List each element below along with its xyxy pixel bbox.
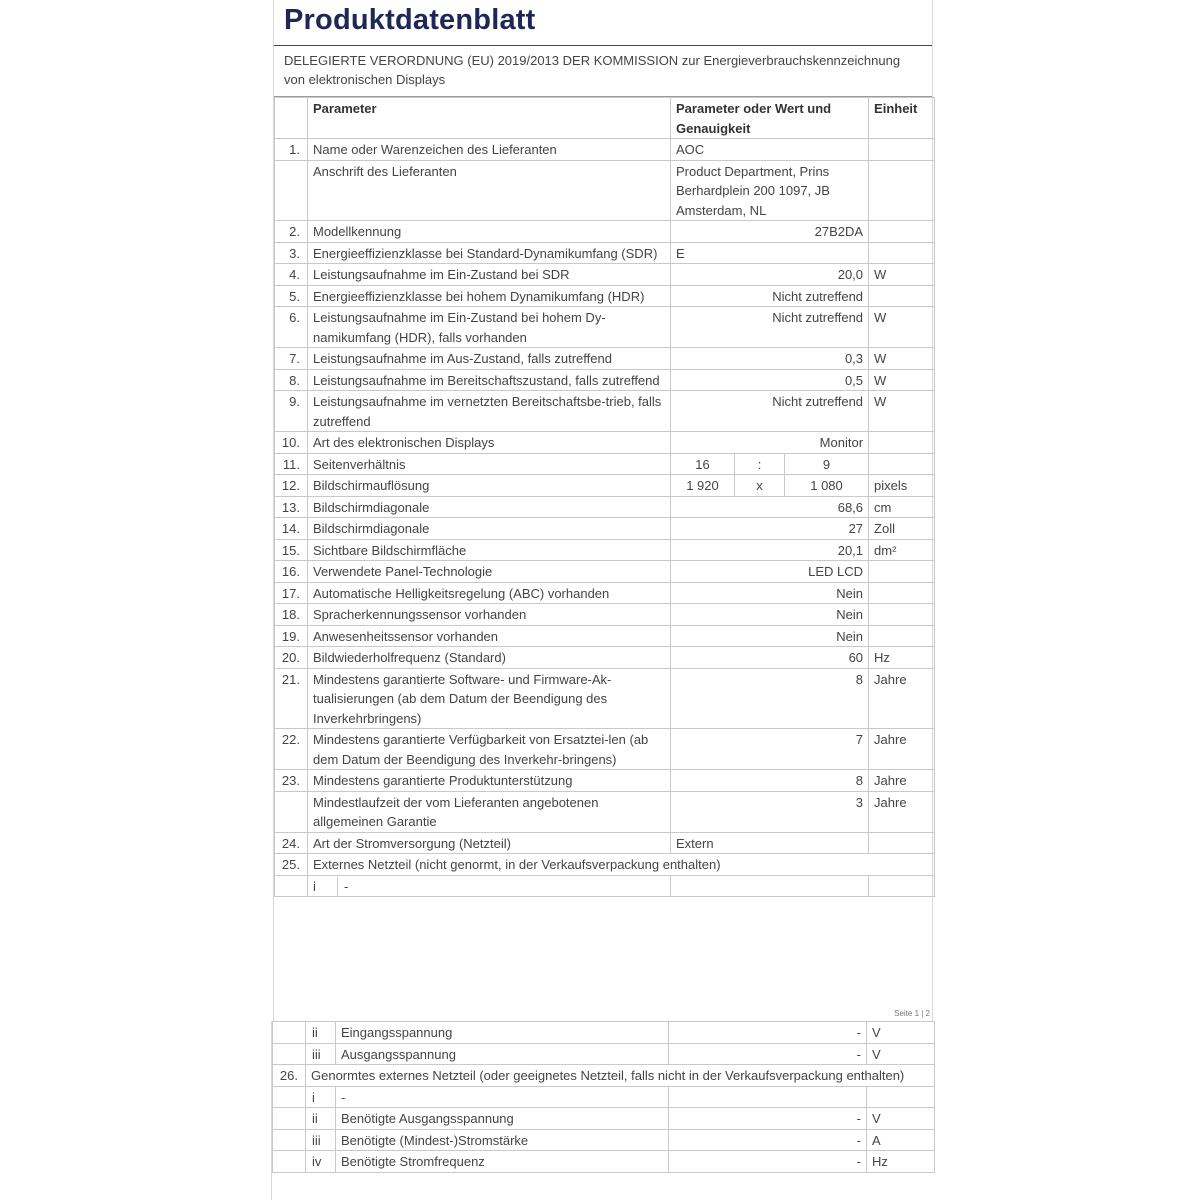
table-row bbox=[275, 242, 935, 264]
row-unit bbox=[869, 561, 935, 583]
row-parameter: Automatische Helligkeitsregelung (ABC) vorhanden bbox=[308, 582, 671, 604]
subrow-roman: ii bbox=[306, 1022, 336, 1044]
row-value: 7 bbox=[671, 729, 869, 770]
row-number: 9. bbox=[275, 391, 308, 432]
row-parameter: Art der Stromversorgung (Netzteil) bbox=[308, 832, 671, 854]
row-unit: dm² bbox=[869, 539, 935, 561]
row-value: 27B2DA bbox=[671, 221, 869, 243]
subrow-cell bbox=[308, 875, 671, 897]
row-parameter: Mindestens garantierte Verfügbarkeit von Ersatztei-len (ab dem Datum der Beendigung des Inverkehr-bringens) bbox=[308, 729, 671, 770]
row-unit: W bbox=[869, 264, 935, 286]
subrow-value: - bbox=[669, 1108, 867, 1130]
row-parameter: Art des elektronischen Displays bbox=[308, 432, 671, 454]
table-subrow bbox=[273, 1043, 935, 1065]
table-row bbox=[275, 625, 935, 647]
table-row bbox=[275, 369, 935, 391]
row-parameter: Energieeffizienzklasse bei Standard-Dynamikumfang (SDR) bbox=[308, 242, 671, 264]
table-row bbox=[275, 770, 935, 792]
page-title: Produktdatenblatt bbox=[284, 4, 536, 36]
regulation-subtitle: DELEGIERTE VERORDNUNG (EU) 2019/2013 DER KOMMISSION zur Energieverbrauchskennzeichnung von elektronischen Displays bbox=[284, 53, 901, 87]
table-row bbox=[275, 791, 935, 832]
row-unit bbox=[869, 242, 935, 264]
title-divider bbox=[274, 45, 932, 46]
subrow-parameter: - bbox=[336, 1086, 669, 1108]
row-unit bbox=[869, 453, 935, 475]
table-row bbox=[275, 582, 935, 604]
subrow-parameter: - bbox=[344, 878, 349, 894]
row-number: 3. bbox=[275, 242, 308, 264]
row-unit bbox=[869, 582, 935, 604]
row-parameter: Bildschirmauflösung bbox=[308, 475, 671, 497]
row-number: 23. bbox=[275, 770, 308, 792]
row-number: 16. bbox=[275, 561, 308, 583]
table-subrow bbox=[273, 1086, 935, 1108]
table-header-row bbox=[275, 98, 935, 139]
row-value: 0,5 bbox=[671, 369, 869, 391]
table-subrow bbox=[275, 875, 935, 897]
row-number: 25. bbox=[275, 854, 308, 876]
row-unit bbox=[869, 432, 935, 454]
row-unit: Jahre bbox=[869, 729, 935, 770]
row-number bbox=[273, 1043, 306, 1065]
subrow-unit: V bbox=[867, 1108, 935, 1130]
subrow-roman: i bbox=[313, 877, 338, 897]
table-row bbox=[275, 518, 935, 540]
row-unit: W bbox=[869, 307, 935, 348]
row-value: Extern bbox=[671, 832, 869, 854]
row-parameter: Name oder Warenzeichen des Lieferanten bbox=[308, 139, 671, 161]
subrow-parameter: Benötigte Ausgangsspannung bbox=[336, 1108, 669, 1130]
row-number: 7. bbox=[275, 348, 308, 370]
row-parameter: Anwesenheitssensor vorhanden bbox=[308, 625, 671, 647]
table-subrow bbox=[273, 1022, 935, 1044]
row-number: 18. bbox=[275, 604, 308, 626]
row-unit: W bbox=[869, 391, 935, 432]
table-row bbox=[275, 475, 935, 497]
row-number bbox=[273, 1129, 306, 1151]
table-row bbox=[275, 432, 935, 454]
subrow-value bbox=[669, 1086, 867, 1108]
table-row bbox=[275, 604, 935, 626]
section-title: Externes Netzteil (nicht genormt, in der Verkaufsverpackung enthalten) bbox=[308, 854, 935, 876]
row-number: 4. bbox=[275, 264, 308, 286]
row-unit: Hz bbox=[869, 647, 935, 669]
table-row bbox=[275, 539, 935, 561]
row-unit: Jahre bbox=[869, 668, 935, 729]
row-unit bbox=[869, 221, 935, 243]
table-row bbox=[275, 453, 935, 475]
table-row-section bbox=[273, 1065, 935, 1087]
row-value: 0,3 bbox=[671, 348, 869, 370]
row-number: 22. bbox=[275, 729, 308, 770]
table-row bbox=[275, 221, 935, 243]
row-number bbox=[275, 875, 308, 897]
row-number: 24. bbox=[275, 832, 308, 854]
header-parameter: Parameter bbox=[308, 98, 671, 139]
subrow-parameter: Eingangsspannung bbox=[336, 1022, 669, 1044]
row-value: Nicht zutreffend bbox=[671, 307, 869, 348]
subrow-roman: ii bbox=[306, 1108, 336, 1130]
table-subrow bbox=[273, 1108, 935, 1130]
subrow-roman: iv bbox=[306, 1151, 336, 1173]
row-value: 3 bbox=[671, 791, 869, 832]
row-value: 68,6 bbox=[671, 496, 869, 518]
row-parameter: Mindestens garantierte Software- und Firmware-Ak-tualisierungen (ab dem Datum der Beendigung des Inverkehrbringens) bbox=[308, 668, 671, 729]
subrow-parameter: Benötigte (Mindest-)Stromstärke bbox=[336, 1129, 669, 1151]
table-row bbox=[275, 139, 935, 161]
row-parameter: Mindestlaufzeit der vom Lieferanten angebotenen allgemeinen Garantie bbox=[308, 791, 671, 832]
row-number bbox=[275, 160, 308, 221]
row-value-right: 9 bbox=[785, 453, 869, 475]
row-number: 19. bbox=[275, 625, 308, 647]
subrow-value: - bbox=[669, 1151, 867, 1173]
header-unit: Einheit bbox=[869, 98, 935, 139]
subrow-unit: V bbox=[867, 1043, 935, 1065]
row-number: 15. bbox=[275, 539, 308, 561]
datasheet-page-2 bbox=[271, 1021, 933, 1200]
row-value-separator: x bbox=[735, 475, 785, 497]
row-value: 8 bbox=[671, 668, 869, 729]
table-row bbox=[275, 832, 935, 854]
table-row bbox=[275, 668, 935, 729]
table-row bbox=[275, 285, 935, 307]
table-row bbox=[275, 264, 935, 286]
table-row bbox=[275, 160, 935, 221]
row-parameter: Energieeffizienzklasse bei hohem Dynamikumfang (HDR) bbox=[308, 285, 671, 307]
row-unit: W bbox=[869, 348, 935, 370]
row-parameter: Mindestens garantierte Produktunterstützung bbox=[308, 770, 671, 792]
subrow-unit bbox=[867, 1086, 935, 1108]
row-parameter: Leistungsaufnahme im Bereitschaftszustand, falls zutreffend bbox=[308, 369, 671, 391]
subrow-roman: i bbox=[306, 1086, 336, 1108]
row-parameter: Leistungsaufnahme im Aus-Zustand, falls zutreffend bbox=[308, 348, 671, 370]
row-value-left: 16 bbox=[671, 453, 735, 475]
row-number: 6. bbox=[275, 307, 308, 348]
row-parameter: Anschrift des Lieferanten bbox=[308, 160, 671, 221]
section-title: Genormtes externes Netzteil (oder geeignetes Netzteil, falls nicht in der Verkaufsverpackung enthalten) bbox=[306, 1065, 935, 1087]
table-row bbox=[275, 561, 935, 583]
subrow-parameter: Ausgangsspannung bbox=[336, 1043, 669, 1065]
row-value: 8 bbox=[671, 770, 869, 792]
subrow-unit: V bbox=[867, 1022, 935, 1044]
product-data-table bbox=[274, 97, 935, 897]
row-value: Nein bbox=[671, 582, 869, 604]
page-number: Seite 1 | 2 bbox=[894, 1009, 930, 1018]
row-parameter: Leistungsaufnahme im vernetzten Bereitschaftsbe-trieb, falls zutreffend bbox=[308, 391, 671, 432]
row-parameter: Bildschirmdiagonale bbox=[308, 518, 671, 540]
row-unit bbox=[869, 285, 935, 307]
table-row bbox=[275, 348, 935, 370]
row-value: Nein bbox=[671, 604, 869, 626]
product-data-table-body bbox=[275, 98, 935, 897]
power-supply-table bbox=[272, 1021, 935, 1173]
row-parameter: Spracherkennungssensor vorhanden bbox=[308, 604, 671, 626]
subrow-unit: Hz bbox=[867, 1151, 935, 1173]
row-value: Nein bbox=[671, 625, 869, 647]
table-subrow bbox=[273, 1129, 935, 1151]
subrow-value: - bbox=[669, 1129, 867, 1151]
row-number: 8. bbox=[275, 369, 308, 391]
row-number: 2. bbox=[275, 221, 308, 243]
row-value: Nicht zutreffend bbox=[671, 285, 869, 307]
subrow-unit bbox=[869, 875, 935, 897]
row-number: 5. bbox=[275, 285, 308, 307]
row-value-left: 1 920 bbox=[671, 475, 735, 497]
row-parameter: Leistungsaufnahme im Ein-Zustand bei SDR bbox=[308, 264, 671, 286]
subrow-value: - bbox=[669, 1022, 867, 1044]
header-value: Parameter oder Wert und Genauigkeit bbox=[671, 98, 869, 139]
row-number: 21. bbox=[275, 668, 308, 729]
table-row-section bbox=[275, 854, 935, 876]
row-unit bbox=[869, 160, 935, 221]
row-value: 27 bbox=[671, 518, 869, 540]
row-value-separator: : bbox=[735, 453, 785, 475]
row-number: 11. bbox=[275, 453, 308, 475]
subrow-parameter: Benötigte Stromfrequenz bbox=[336, 1151, 669, 1173]
row-number bbox=[275, 791, 308, 832]
row-value: Product Department, Prins Berhardplein 200 1097, JB Amsterdam, NL bbox=[671, 160, 869, 221]
row-number: 17. bbox=[275, 582, 308, 604]
row-number bbox=[273, 1022, 306, 1044]
subrow-unit: A bbox=[867, 1129, 935, 1151]
row-parameter: Bildwiederholfrequenz (Standard) bbox=[308, 647, 671, 669]
row-unit: W bbox=[869, 369, 935, 391]
row-value: AOC bbox=[671, 139, 869, 161]
subrow-roman: iii bbox=[306, 1043, 336, 1065]
row-number bbox=[273, 1108, 306, 1130]
table-row bbox=[275, 729, 935, 770]
table-row bbox=[275, 307, 935, 348]
row-unit: pixels bbox=[869, 475, 935, 497]
table-row bbox=[275, 391, 935, 432]
row-unit bbox=[869, 832, 935, 854]
row-parameter: Leistungsaufnahme im Ein-Zustand bei hohem Dy-namikumfang (HDR), falls vorhanden bbox=[308, 307, 671, 348]
row-parameter: Seitenverhältnis bbox=[308, 453, 671, 475]
header-number-cell bbox=[275, 98, 308, 139]
row-unit: Jahre bbox=[869, 791, 935, 832]
subrow-value bbox=[671, 875, 869, 897]
row-value: E bbox=[671, 242, 869, 264]
row-value: Monitor bbox=[671, 432, 869, 454]
row-unit bbox=[869, 139, 935, 161]
power-supply-table-body bbox=[273, 1022, 935, 1173]
table-row bbox=[275, 647, 935, 669]
table-subrow bbox=[273, 1151, 935, 1173]
row-unit: Zoll bbox=[869, 518, 935, 540]
row-number bbox=[273, 1151, 306, 1173]
row-value: LED LCD bbox=[671, 561, 869, 583]
row-value: 20,1 bbox=[671, 539, 869, 561]
row-number: 10. bbox=[275, 432, 308, 454]
row-number bbox=[273, 1086, 306, 1108]
row-number: 14. bbox=[275, 518, 308, 540]
row-parameter: Verwendete Panel-Technologie bbox=[308, 561, 671, 583]
row-parameter: Sichtbare Bildschirmfläche bbox=[308, 539, 671, 561]
row-unit: cm bbox=[869, 496, 935, 518]
row-unit: Jahre bbox=[869, 770, 935, 792]
row-number: 1. bbox=[275, 139, 308, 161]
subrow-value: - bbox=[669, 1043, 867, 1065]
row-parameter: Bildschirmdiagonale bbox=[308, 496, 671, 518]
table-row bbox=[275, 496, 935, 518]
row-number: 12. bbox=[275, 475, 308, 497]
row-number: 26. bbox=[273, 1065, 306, 1087]
row-unit bbox=[869, 625, 935, 647]
row-number: 13. bbox=[275, 496, 308, 518]
row-value: 60 bbox=[671, 647, 869, 669]
row-value: Nicht zutreffend bbox=[671, 391, 869, 432]
row-number: 20. bbox=[275, 647, 308, 669]
datasheet-page-1 bbox=[273, 0, 933, 1021]
row-value: 20,0 bbox=[671, 264, 869, 286]
row-unit bbox=[869, 604, 935, 626]
row-parameter: Modellkennung bbox=[308, 221, 671, 243]
subrow-roman: iii bbox=[306, 1129, 336, 1151]
row-value-right: 1 080 bbox=[785, 475, 869, 497]
